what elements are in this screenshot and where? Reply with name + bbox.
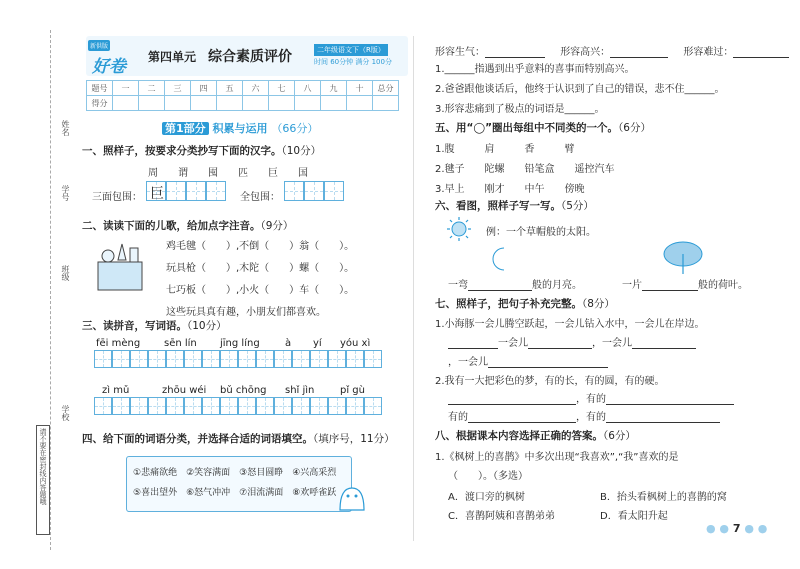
edition-badge: 新供版 <box>88 40 110 51</box>
q6-title-text: 六、看图，照样子写一写。 <box>435 200 561 212</box>
write-cell[interactable] <box>186 181 206 201</box>
q7-title-text: 七、照样子，把句子补充完整。 <box>435 298 582 310</box>
q8-option-b[interactable]: B．抬头看枫树上的喜鹊的窝 <box>600 492 727 503</box>
q4-title-text: 四、给下面的词语分类，并选择合适的词语填空。 <box>82 433 313 445</box>
q8-stem: 1.《枫树上的喜鹊》中多次出现“我喜欢”,“我”喜欢的是 <box>435 452 679 463</box>
q7-s1-blanks2 <box>448 353 608 368</box>
fill-item: 1.______指遇到出乎意料的喜事而特别高兴。 <box>435 64 635 75</box>
answer-line[interactable] <box>468 413 576 423</box>
score-row-label: 题号 <box>87 81 113 96</box>
write-cell[interactable] <box>284 181 304 201</box>
school-label: 学校 <box>61 405 70 421</box>
write-cell[interactable] <box>112 397 130 415</box>
write-cell[interactable] <box>184 350 202 368</box>
q1-title <box>82 143 321 158</box>
q6-title <box>435 198 594 213</box>
bird-illustration <box>336 480 366 514</box>
sun-icon <box>446 216 472 242</box>
fill-item: 2.爸爸跟他谈话后，他终于认识到了自己的错误，悲不住______。 <box>435 84 725 95</box>
category-label: 形容高兴： <box>560 47 611 58</box>
grade-info: 二年级语文下（R版） <box>314 44 388 56</box>
score-col: 六 <box>243 81 269 96</box>
category-row <box>435 43 789 58</box>
score-cell[interactable] <box>373 96 399 111</box>
q6-pre: 一弯 <box>448 280 468 291</box>
category-label: 形容难过： <box>683 47 734 58</box>
q5-points: （6分） <box>618 122 651 134</box>
write-cell[interactable] <box>202 397 220 415</box>
score-cell[interactable] <box>347 96 373 111</box>
pinyin: shǐ jìn <box>285 385 315 396</box>
q5-title <box>435 120 651 135</box>
write-cell[interactable] <box>166 181 186 201</box>
write-cell[interactable] <box>292 397 310 415</box>
pinyin: yóu xì <box>340 338 371 349</box>
answer-line[interactable] <box>606 395 734 405</box>
write-cell[interactable] <box>364 350 382 368</box>
q6-pre: 一片 <box>622 280 642 291</box>
answer-line[interactable] <box>632 339 696 349</box>
q7-connector: 一会儿 <box>498 338 528 349</box>
column-divider <box>413 36 414 541</box>
q6-blank-b <box>622 276 748 291</box>
q7-connector: ，一会儿 <box>592 338 632 349</box>
write-cell[interactable] <box>166 397 184 415</box>
q7-connector: ，有的 <box>576 412 606 423</box>
q4-points: （填序号，11分） <box>313 433 395 445</box>
toy-box-illustration <box>92 240 148 294</box>
class-label: 班级 <box>61 265 70 281</box>
answer-line[interactable] <box>488 358 608 368</box>
group-row: 1.腹 肩 香 臂 <box>435 144 575 155</box>
seal-note: 请不要在密封线内答题哦 <box>36 425 50 535</box>
pinyin: zhōu wéi <box>162 385 207 396</box>
write-cell[interactable] <box>328 397 346 415</box>
q1-points: （10分） <box>281 145 322 157</box>
page-title: 综合素质评价 <box>208 49 292 65</box>
lotus-leaf-icon <box>662 240 704 276</box>
score-col: 三 <box>165 81 191 96</box>
part-badge: 第1部分 <box>162 122 209 135</box>
write-cell[interactable] <box>274 350 292 368</box>
write-cell[interactable] <box>94 350 112 368</box>
answer-line[interactable] <box>468 281 532 291</box>
answer-line[interactable] <box>528 339 592 349</box>
q1-grid-three <box>146 181 226 201</box>
q4-title <box>82 431 395 446</box>
q7-s2-blanks2 <box>448 408 720 423</box>
write-cell[interactable] <box>166 350 184 368</box>
write-cell[interactable] <box>148 350 166 368</box>
q3-points: （10分） <box>187 320 227 332</box>
score-col: 九 <box>321 81 347 96</box>
write-cell[interactable] <box>184 397 202 415</box>
score-table <box>86 80 399 111</box>
score-col: 一 <box>113 81 139 96</box>
score-cell[interactable] <box>243 96 269 111</box>
fill-block <box>435 60 725 120</box>
q6-points: （5分） <box>561 200 594 212</box>
part-heading <box>162 120 318 136</box>
pinyin: pǐ gù <box>340 385 365 396</box>
write-cell[interactable] <box>328 350 346 368</box>
write-cell[interactable] <box>220 350 238 368</box>
q8-option-c[interactable]: C．喜鹊阿姨和喜鹊弟弟 <box>448 511 555 522</box>
write-cell[interactable] <box>130 350 148 368</box>
page-number: 7 <box>732 522 741 535</box>
write-cell[interactable] <box>148 397 166 415</box>
q7-points: （8分） <box>582 298 615 310</box>
write-cell[interactable] <box>292 350 310 368</box>
score-cell[interactable] <box>165 96 191 111</box>
pinyin: yí <box>313 338 322 349</box>
write-cell[interactable] <box>324 181 344 201</box>
score-col: 四 <box>191 81 217 96</box>
score-cell[interactable] <box>321 96 347 111</box>
score-cell[interactable] <box>191 96 217 111</box>
write-cell[interactable] <box>310 350 328 368</box>
score-col: 八 <box>295 81 321 96</box>
score-col: 总分 <box>373 81 399 96</box>
q6-post: 般的荷叶。 <box>698 280 748 291</box>
q1-title-text: 一、照样子，按要求分类抄写下面的汉字。 <box>82 145 282 157</box>
q3-grid-row2 <box>94 397 382 415</box>
id-label: 学号 <box>61 185 70 201</box>
poem-line: 鸡毛毽（ ）,不倒（ ）翁（ ）。 <box>166 241 355 252</box>
q6-blank-a <box>448 276 582 291</box>
q7-s2: 2.我有一大把彩色的梦，有的长，有的圆，有的硬。 <box>435 376 665 387</box>
write-cell[interactable] <box>202 350 220 368</box>
score-col: 十 <box>347 81 373 96</box>
q3-grid-row1 <box>94 350 382 368</box>
score-col: 五 <box>217 81 243 96</box>
write-cell[interactable] <box>346 397 364 415</box>
moon-icon <box>488 246 512 272</box>
q7-connector: ，有的 <box>576 394 606 405</box>
q6-example: 例：一个草帽般的太阳。 <box>486 227 596 238</box>
answer-line[interactable] <box>610 48 668 58</box>
score-col: 七 <box>269 81 295 96</box>
write-cell[interactable] <box>112 350 130 368</box>
pinyin: fēi mèng <box>96 338 141 349</box>
q8-title-text: 八、根据课本内容选择正确的答案。 <box>435 430 603 442</box>
category-label: 形容生气： <box>435 47 485 58</box>
q3-title-text: 三、读拼音，写词语。 <box>82 320 187 332</box>
q1-example: 巨 <box>150 186 164 202</box>
q8-points: （6分） <box>603 430 636 442</box>
part-points: （66分） <box>271 122 319 135</box>
q4-word-box <box>126 456 352 512</box>
write-cell[interactable] <box>346 350 364 368</box>
page-number-block: ● ● 7 ● ● <box>706 522 768 535</box>
write-cell[interactable] <box>130 397 148 415</box>
write-cell[interactable] <box>220 397 238 415</box>
q8-option-d[interactable]: D．看太阳升起 <box>600 511 668 522</box>
group-row: 3.早上 刚才 中午 傍晚 <box>435 184 585 195</box>
write-cell[interactable] <box>206 181 226 201</box>
score-row-numbers <box>87 81 399 96</box>
word-row: ⑤喜出望外 ⑥怒气冲冲 ⑦泪流满面 ⑧欢呼雀跃 <box>133 488 337 498</box>
answer-line[interactable] <box>733 48 789 58</box>
q2-title <box>82 218 293 233</box>
name-label: 姓名 <box>61 120 70 136</box>
pinyin: sēn lín <box>164 338 197 349</box>
unit-label: 第四单元 <box>148 50 197 64</box>
q1-grid-full <box>284 181 344 201</box>
write-cell[interactable] <box>238 397 256 415</box>
write-cell[interactable] <box>256 397 274 415</box>
write-cell[interactable] <box>304 181 324 201</box>
write-cell[interactable] <box>94 397 112 415</box>
q1-label-three: 三面包围： <box>92 192 142 203</box>
score-col: 二 <box>139 81 165 96</box>
q8-paren: （ ）。（多选） <box>448 471 528 482</box>
pinyin: bǔ chōng <box>220 385 267 396</box>
q8-title <box>435 428 636 443</box>
q7-connector: ，一会儿 <box>448 357 488 368</box>
word-row: ①悲痛欲绝 ②笑容满面 ③怒目圆睁 ④兴高采烈 <box>133 468 337 478</box>
seal-line <box>50 30 51 550</box>
q6-post: 般的月亮。 <box>532 280 582 291</box>
answer-line[interactable] <box>485 48 545 58</box>
answer-line[interactable] <box>642 281 698 291</box>
answer-line[interactable] <box>448 395 576 405</box>
score-cell[interactable] <box>113 96 139 111</box>
q2-poem <box>166 236 354 324</box>
answer-line[interactable] <box>606 413 720 423</box>
score-cell[interactable] <box>139 96 165 111</box>
pinyin: à <box>285 338 292 349</box>
score-cell[interactable] <box>295 96 321 111</box>
q7-connector: 有的 <box>448 412 468 423</box>
q1-chars: 周 谓 囤 匹 巨 国 <box>148 168 308 179</box>
pinyin: jīng líng <box>220 338 260 349</box>
write-cell[interactable] <box>310 397 328 415</box>
q3-title <box>82 318 227 333</box>
q5-title-text: 五、用“◯”圈出每组中不同类的一个。 <box>435 122 619 134</box>
score-cell[interactable] <box>217 96 243 111</box>
group-row: 2.毽子 陀螺 铅笔盒 遥控汽车 <box>435 164 615 175</box>
q7-s1-blanks <box>448 334 696 349</box>
q2-points: （9分） <box>260 220 294 232</box>
poem-line: 七巧板（ ）,小火（ ）车（ ）。 <box>166 285 355 296</box>
answer-line[interactable] <box>448 339 498 349</box>
write-cell[interactable] <box>256 350 274 368</box>
fill-item: 3.形容悲痛到了极点的词语是______。 <box>435 104 605 115</box>
score-cell[interactable] <box>269 96 295 111</box>
score-row-blank <box>87 96 399 111</box>
q7-s1: 1.小海豚一会儿腾空跃起，一会儿钻入水中，一会儿在岸边。 <box>435 319 705 330</box>
time-info: 时间 60分钟 满分 100分 <box>314 58 392 66</box>
q2-title-text: 二、读读下面的儿歌，给加点字注音。 <box>82 220 261 232</box>
q7-title <box>435 296 615 311</box>
q8-option-a[interactable]: A．渡口旁的枫树 <box>448 492 525 503</box>
poem-line: 玩具枪（ ）,木陀（ ）螺（ ）。 <box>166 263 355 274</box>
poem-line: 这些玩具真有趣，小朋友们都喜欢。 <box>166 307 326 318</box>
write-cell[interactable] <box>238 350 256 368</box>
part-title: 积累与运用 <box>212 122 268 135</box>
q5-rows <box>435 140 615 200</box>
write-cell[interactable] <box>364 397 382 415</box>
score-row-label: 得分 <box>87 96 113 111</box>
write-cell[interactable] <box>274 397 292 415</box>
brand-logo: 好卷 <box>92 57 126 77</box>
q1-label-full: 全包围： <box>240 192 280 203</box>
q7-s2-blanks <box>448 390 734 405</box>
pinyin: zì mǔ <box>102 385 130 396</box>
q1-example-cell <box>146 181 166 201</box>
